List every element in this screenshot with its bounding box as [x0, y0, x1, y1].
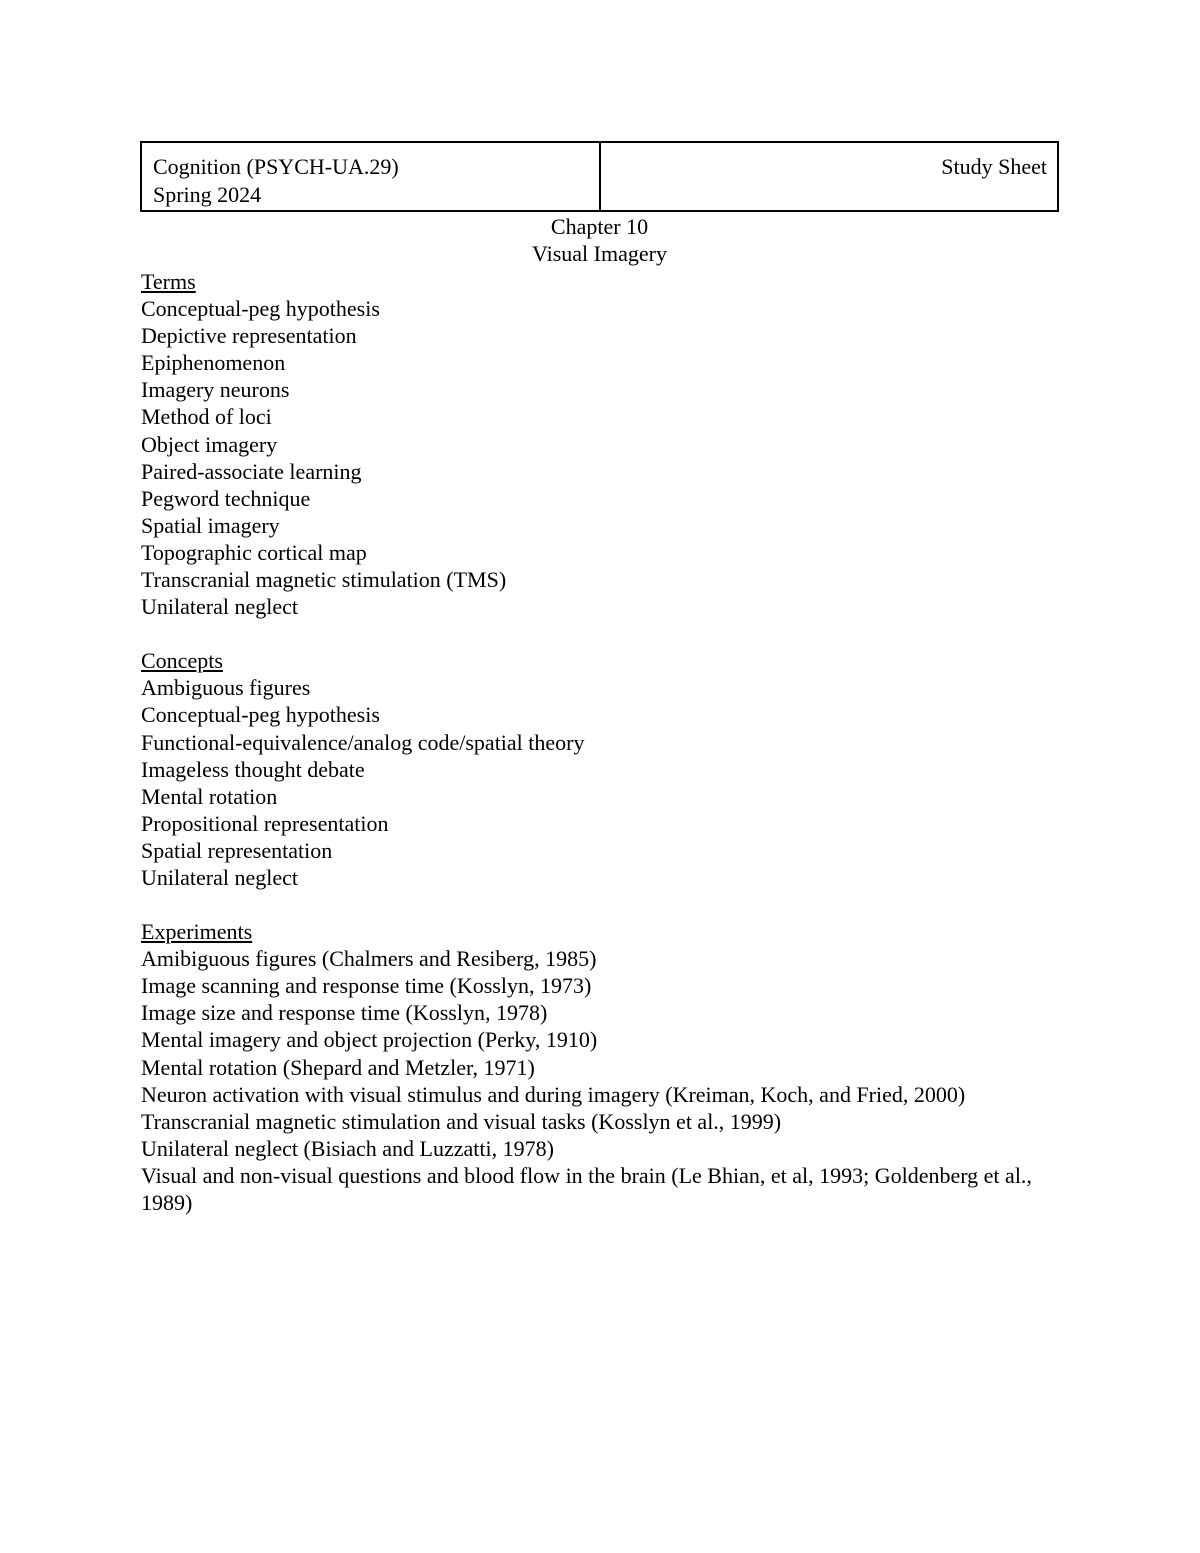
- experiments-section: [141, 918, 1061, 1216]
- study-sheet-content: [141, 268, 1061, 1243]
- experiments-item: Image scanning and response time (Kosslyn, 1973): [141, 973, 592, 999]
- terms-heading: Terms: [141, 269, 196, 294]
- experiments-item: Mental imagery and object projection (Perky, 1910): [141, 1027, 598, 1053]
- header-left-cell: [142, 143, 601, 210]
- term: Spring 2024: [153, 182, 262, 207]
- terms-item: Spatial imagery: [141, 512, 280, 538]
- terms-item: Paired-associate learning: [141, 458, 362, 484]
- experiments-item: Amibiguous figures (Chalmers and Resiberg, 1985): [141, 946, 597, 972]
- concepts-item: Spatial representation: [141, 837, 333, 863]
- experiments-item: Mental rotation (Shepard and Metzler, 1971): [141, 1054, 535, 1080]
- terms-section: [141, 268, 1061, 620]
- terms-item: Imagery neurons: [141, 377, 290, 403]
- concepts-section: [141, 647, 1061, 891]
- chapter-title-block: [140, 213, 1059, 267]
- terms-item: Object imagery: [141, 431, 278, 457]
- concepts-item: Ambiguous figures: [141, 675, 311, 701]
- experiments-item: Visual and non-visual questions and blood flow in the brain (Le Bhian, et al, 1993; Goldenberg et al., 1989): [141, 1162, 1032, 1215]
- chapter-title: Visual Imagery: [532, 241, 667, 266]
- course-name: Cognition (PSYCH-UA.29): [153, 154, 399, 179]
- experiments-item: Image size and response time (Kosslyn, 1978): [141, 1000, 548, 1026]
- terms-item: Topographic cortical map: [141, 539, 367, 565]
- concepts-item: Propositional representation: [141, 810, 389, 836]
- document-type: Study Sheet: [941, 154, 1047, 179]
- concepts-item: Mental rotation: [141, 783, 278, 809]
- terms-item: Depictive representation: [141, 323, 357, 349]
- experiments-item: Unilateral neglect (Bisiach and Luzzatti, 1978): [141, 1135, 554, 1161]
- terms-item: Unilateral neglect: [141, 594, 298, 620]
- concepts-item: Imageless thought debate: [141, 756, 365, 782]
- terms-item: Transcranial magnetic stimulation (TMS): [141, 567, 507, 593]
- concepts-item: Unilateral neglect: [141, 864, 298, 890]
- concepts-item: Conceptual-peg hypothesis: [141, 702, 380, 728]
- experiments-heading: Experiments: [141, 919, 253, 945]
- header-right-cell: [601, 143, 1057, 210]
- terms-item: Pegword technique: [141, 485, 311, 511]
- experiments-item: Neuron activation with visual stimulus and during imagery (Kreiman, Koch, and Fried, 2000): [141, 1081, 966, 1107]
- terms-item: Conceptual-peg hypothesis: [141, 296, 380, 322]
- chapter-number: Chapter 10: [550, 214, 649, 239]
- terms-item: Epiphenomenon: [141, 350, 286, 376]
- concepts-heading: Concepts: [141, 648, 223, 674]
- terms-item: Method of loci: [141, 404, 272, 430]
- header-table: [140, 141, 1059, 212]
- experiments-item: Transcranial magnetic stimulation and visual tasks (Kosslyn et al., 1999): [141, 1108, 782, 1134]
- concepts-item: Functional-equivalence/analog code/spatial theory: [141, 729, 585, 755]
